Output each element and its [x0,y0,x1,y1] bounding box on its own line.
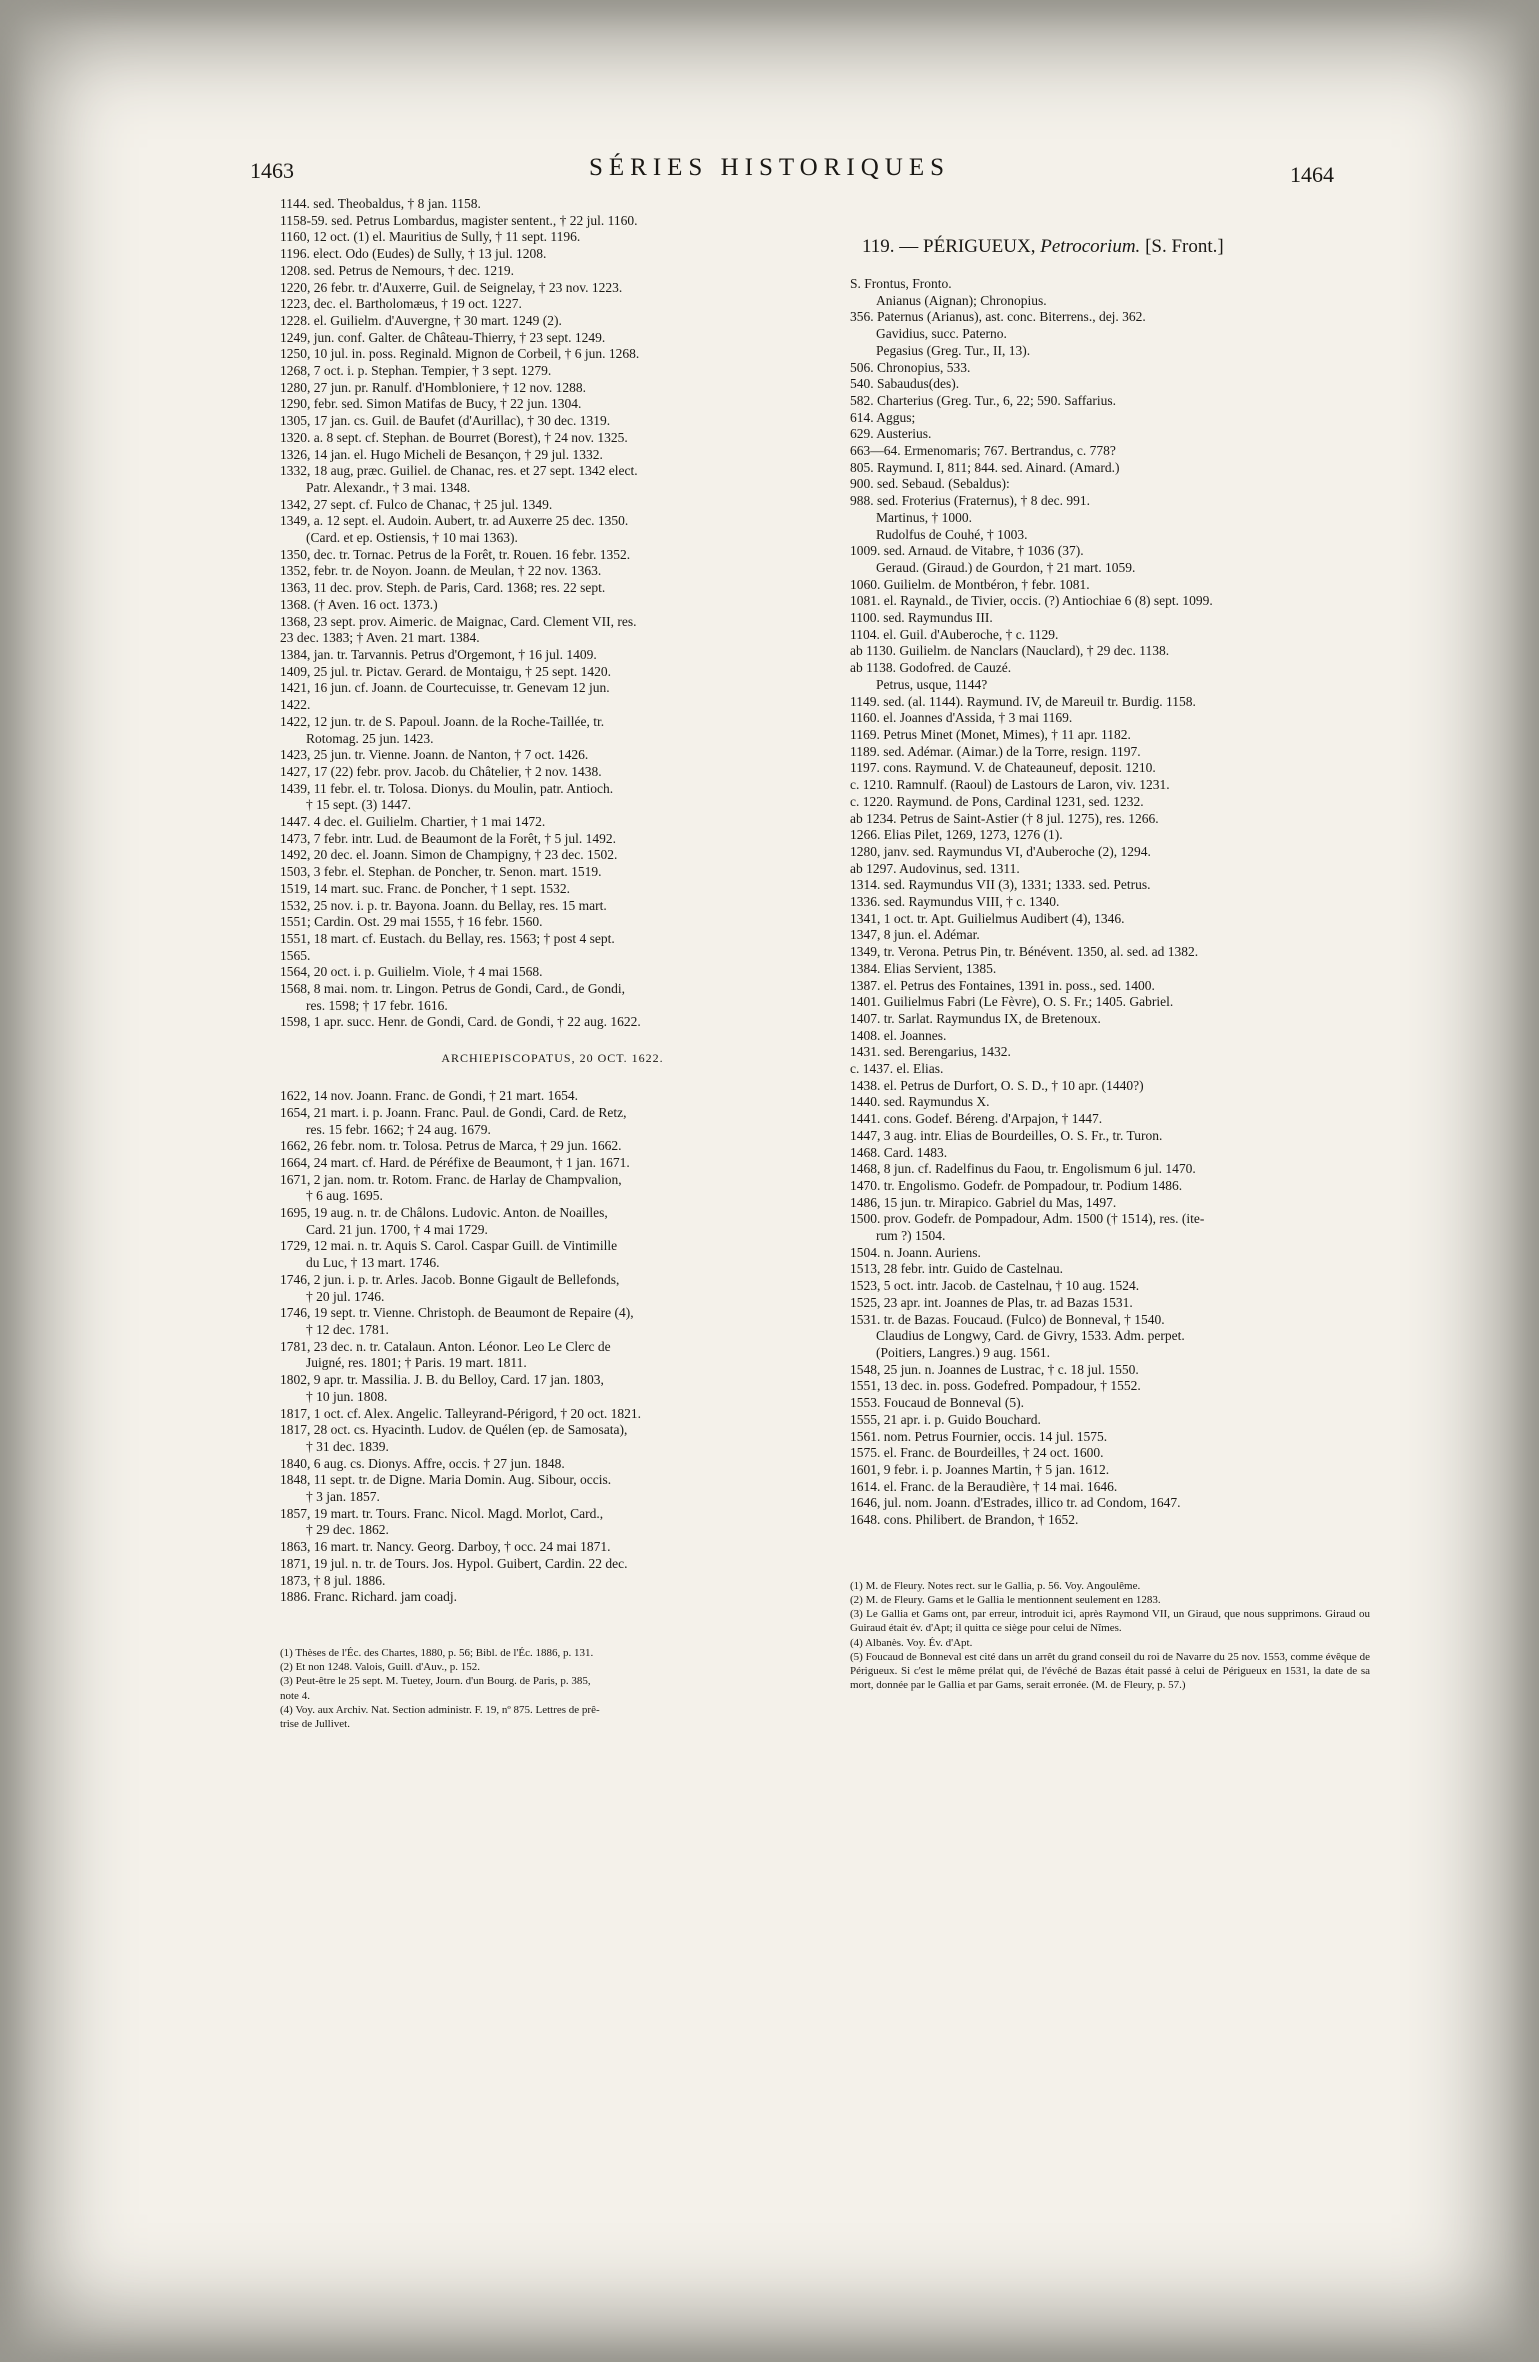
list-entry: 1160. el. Joannes d'Assida, † 3 mai 1169. [850,710,1073,726]
list-entry: 1189. sed. Adémar. (Aimar.) de la Torre, resign. 1197. [850,743,1141,759]
list-entry: 805. Raymund. I, 811; 844. sed. Ainard. (Amard.) [850,459,1120,475]
list-entry: Petrus, usque, 1144? [876,676,988,692]
list-entry: 1440. sed. Raymundus X. [850,1094,990,1110]
list-entry: 1407. tr. Sarlat. Raymundus IX, de Bretenoux. [850,1010,1101,1026]
list-entry: 1197. cons. Raymund. V. de Chateauneuf, deposit. 1210. [850,760,1156,776]
list-entry: 1280, 27 jun. pr. Ranulf. d'Hombloniere, † 12 nov. 1288. [280,379,587,395]
list-entry: 1220, 26 febr. tr. d'Auxerre, Guil. de Seignelay, † 23 nov. 1223. [280,279,623,295]
list-entry: 1817, 28 oct. cs. Hyacinth. Ludov. de Quélen (ep. de Samosata), [280,1422,628,1438]
list-entry: 1746, 19 sept. tr. Vienne. Christoph. de Beaumont de Repaire (4), [280,1305,634,1321]
right-footnotes [850,1579,1370,1693]
list-entry: 1871, 19 jul. n. tr. de Tours. Jos. Hypol. Guibert, Cardin. 22 dec. [280,1555,628,1571]
list-entry: 1439, 11 febr. el. tr. Tolosa. Dionys. du Moulin, patr. Antioch. [280,780,614,796]
list-entry: 1513, 28 febr. intr. Guido de Castelnau. [850,1261,1063,1277]
diocese-patron: [S. Front.] [1145,236,1224,257]
list-entry: 1614. el. Franc. de la Beraudière, † 14 mai. 1646. [850,1478,1118,1494]
perigueux-bishops-list [850,276,1370,1529]
list-entry: 1280, janv. sed. Raymundus VI, d'Auberoche (2), 1294. [850,843,1151,859]
list-entry: 1447. 4 dec. el. Guilielm. Chartier, † 1 mai 1472. [280,814,546,830]
list-entry: 1144. sed. Theobaldus, † 8 jan. 1158. [280,196,481,211]
list-entry: Card. 21 jun. 1700, † 4 mai 1729. [306,1221,488,1237]
list-entry: 988. sed. Froterius (Fraternus), † 8 dec. 991. [850,493,1090,509]
paris-bishops-list [280,196,825,1031]
list-entry: 1268, 7 oct. i. p. Stephan. Tempier, † 3 sept. 1279. [280,363,552,379]
right-column [850,236,1370,1692]
list-entry: res. 15 febr. 1662; † 24 aug. 1679. [306,1121,491,1137]
list-entry: 1840, 6 aug. cs. Dionys. Affre, occis. † 27 jun. 1848. [280,1455,565,1471]
list-entry: † 10 jun. 1808. [306,1388,388,1404]
list-entry: 900. sed. Sebaud. (Sebaldus): [850,476,1010,492]
list-entry: 1525, 23 apr. int. Joannes de Plas, tr. ad Bazas 1531. [850,1294,1133,1310]
list-entry: 614. Aggus; [850,409,916,425]
diocese-title [862,236,1370,258]
list-entry: † 29 dec. 1862. [306,1522,389,1538]
list-entry: 1671, 2 jan. nom. tr. Rotom. Franc. de Harlay de Champvalion, [280,1171,622,1187]
list-entry: 1564, 20 oct. i. p. Guilielm. Viole, † 4 mai 1568. [280,964,543,980]
list-entry: 629. Austerius. [850,426,932,442]
list-entry: 663—64. Ermenomaris; 767. Bertrandus, c. 778? [850,443,1116,459]
list-entry: 1100. sed. Raymundus III. [850,610,993,626]
list-entry: † 12 dec. 1781. [306,1322,389,1337]
paris-archbishops-list [280,1088,825,1606]
list-entry: (Card. et ep. Ostiensis, † 10 mai 1363). [306,530,518,546]
list-entry: † 31 dec. 1839. [306,1438,389,1454]
footnote: (4) Albanès. Voy. Év. d'Apt. [850,1636,973,1649]
list-entry: 1622, 14 nov. Joann. Franc. de Gondi, † 21 mart. 1654. [280,1088,578,1104]
list-entry: 1648. cons. Philibert. de Brandon, † 1652. [850,1512,1079,1528]
list-entry: 1208. sed. Petrus de Nemours, † dec. 1219. [280,262,514,278]
list-entry: † 20 jul. 1746. [306,1288,385,1304]
list-entry: 1228. el. Guilielm. d'Auvergne, † 30 mart. 1249 (2). [280,312,562,328]
list-entry: 1104. el. Guil. d'Auberoche, † c. 1129. [850,626,1059,642]
diocese-number: 119. — [862,236,919,257]
list-entry: c. 1210. Ramnulf. (Raoul) de Lastours de Laron, viv. 1231. [850,777,1170,793]
list-entry: 1422, 12 jun. tr. de S. Papoul. Joann. de la Roche-Taillée, tr. [280,713,605,729]
list-entry: 1422. [280,697,311,713]
list-entry: 1169. Petrus Minet (Monet, Mimes), † 11 apr. 1182. [850,726,1131,742]
list-entry: 1341, 1 oct. tr. Apt. Guilielmus Audibert (4), 1346. [850,910,1125,926]
list-entry: 1409, 25 jul. tr. Pictav. Gerard. de Montaigu, † 25 sept. 1420. [280,663,611,679]
list-entry: 1320. a. 8 sept. cf. Stephan. de Bourret (Borest), † 24 nov. 1325. [280,429,628,445]
list-entry: 1664, 24 mart. cf. Hard. de Péréfixe de Beaumont, † 1 jan. 1671. [280,1154,630,1170]
list-entry: Juigné, res. 1801; † Paris. 19 mart. 1811. [306,1355,527,1371]
list-entry: † 15 sept. (3) 1447. [306,797,411,813]
list-entry: 1553. Foucaud de Bonneval (5). [850,1395,1024,1411]
list-entry: 1486, 15 jun. tr. Mirapico. Gabriel du Mas, 1497. [850,1194,1117,1210]
footnote: (3) Le Gallia et Gams ont, par erreur, introduit ici, après Raymond VII, un Giraud, que nous supprimons. Giraud ou Guiraud était év. d'Apt; il quitta ce siège pour celui de Nîmes. [850,1608,1370,1635]
list-entry: 1662, 26 febr. nom. tr. Tolosa. Petrus de Marca, † 29 jun. 1662. [280,1138,622,1154]
list-entry: 1349, a. 12 sept. el. Audoin. Aubert, tr. ad Auxerre 25 dec. 1350. [280,513,629,529]
list-entry: (Poitiers, Langres.) 9 aug. 1561. [876,1345,1050,1360]
footnote: trise de Jullivet. [280,1717,350,1730]
list-entry: Rotomag. 25 jun. 1423. [306,730,434,746]
list-entry: 1421, 16 jun. cf. Joann. de Courtecuisse, tr. Genevam 12 jun. [280,680,610,696]
list-entry: 1249, jun. conf. Galter. de Château-Thierry, † 23 sept. 1249. [280,329,606,345]
list-entry: 1060. Guilielm. de Montbéron, † febr. 1081. [850,576,1090,592]
footnote: (1) M. de Fleury. Notes rect. sur le Gallia, p. 56. Voy. Angoulême. [850,1579,1141,1592]
list-entry: Rudolfus de Couhé, † 1003. [876,526,1028,542]
list-entry: ab 1297. Audovinus, sed. 1311. [850,860,1020,876]
list-entry: 1427, 17 (22) febr. prov. Jacob. du Châtelier, † 2 nov. 1438. [280,763,602,779]
list-entry: du Luc, † 13 mart. 1746. [306,1255,440,1271]
list-entry: 1336. sed. Raymundus VIII, † c. 1340. [850,894,1060,910]
list-entry: 1196. elect. Odo (Eudes) de Sully, † 13 jul. 1208. [280,246,547,262]
list-entry: 1314. sed. Raymundus VII (3), 1331; 1333. sed. Petrus. [850,877,1151,893]
list-entry: † 6 aug. 1695. [306,1188,383,1204]
list-entry: 1266. Elias Pilet, 1269, 1273, 1276 (1). [850,827,1063,843]
list-entry: 1290, febr. sed. Simon Matifas de Bucy, † 22 jun. 1304. [280,396,582,412]
footnote: note 4. [280,1689,310,1702]
list-entry: 1009. sed. Arnaud. de Vitabre, † 1036 (37). [850,543,1084,559]
list-entry: 1646, jul. nom. Joann. d'Estrades, illico tr. ad Condom, 1647. [850,1495,1181,1511]
list-entry: 1384, jan. tr. Tarvannis. Petrus d'Orgemont, † 16 jul. 1409. [280,646,597,662]
list-entry: 1746, 2 jun. i. p. tr. Arles. Jacob. Bonne Gigault de Bellefonds, [280,1271,620,1287]
list-entry: 1368, 23 sept. prov. Aimeric. de Maignac, Card. Clement VII, res. [280,613,637,629]
list-entry: 1548, 25 jun. n. Joannes de Lustrac, † c. 18 jul. 1550. [850,1361,1139,1377]
list-entry: 1503, 3 febr. el. Stephan. de Poncher, tr. Senon. mart. 1519. [280,864,602,880]
page-number-right: 1464 [1290,162,1334,187]
list-entry: † 3 jan. 1857. [306,1489,380,1505]
list-entry: c. 1437. el. Elias. [850,1061,944,1077]
list-entry: 1886. Franc. Richard. jam coadj. [280,1589,457,1605]
list-entry: Martinus, † 1000. [876,509,972,525]
list-entry: 1848, 11 sept. tr. de Digne. Maria Domin. Aug. Sibour, occis. [280,1472,612,1488]
footnote: (5) Foucaud de Bonneval est cité dans un arrêt du grand conseil du roi de Navarre du 25 nov. 1553, comme évêque de Périgueux. Si c'est le même prélat qui, de l'évêché de Bazas était passé à celui de Périgueux en 1531, la date de sa mort, donnée par le Gallia et par Gams, serait erronée. (M. de Fleury, p. 57.) [850,1650,1370,1692]
list-entry: 1305, 17 jan. cs. Guil. de Baufet (d'Aurillac), † 30 dec. 1319. [280,413,611,429]
list-entry: 1326, 14 jan. el. Hugo Micheli de Besançon, † 29 jul. 1332. [280,446,603,462]
list-entry: Patr. Alexandr., † 3 mai. 1348. [306,479,471,495]
footnote: (3) Peut-être le 25 sept. M. Tuetey, Journ. d'un Bourg. de Paris, p. 385, [280,1675,591,1688]
list-entry: 1250, 10 jul. in. poss. Reginald. Mignon de Corbeil, † 6 jun. 1268. [280,346,640,362]
left-column [280,196,825,1731]
list-entry: 1431. sed. Berengarius, 1432. [850,1044,1011,1060]
list-entry: 1654, 21 mart. i. p. Joann. Franc. Paul. de Gondi, Card. de Retz, [280,1104,627,1120]
list-entry: ab 1138. Godofred. de Cauzé. [850,660,1012,676]
list-entry: S. Frontus, Fronto. [850,276,952,291]
list-entry: 1519, 14 mart. suc. Franc. de Poncher, † 1 sept. 1532. [280,880,571,896]
list-entry: ab 1130. Guilielm. de Nanclars (Nauclard), † 29 dec. 1138. [850,643,1170,659]
footnote: (2) Et non 1248. Valois, Guill. d'Auv., p. 152. [280,1661,480,1674]
list-entry: 1342, 27 sept. cf. Fulco de Chanac, † 25 jul. 1349. [280,496,553,512]
list-entry: res. 1598; † 17 febr. 1616. [306,997,448,1013]
list-entry: 1438. el. Petrus de Durfort, O. S. D., † 10 apr. (1440?) [850,1077,1144,1093]
list-entry: 1863, 16 mart. tr. Nancy. Georg. Darboy, † occ. 24 mai 1871. [280,1539,611,1555]
footnote: (4) Voy. aux Archiv. Nat. Section administr. F. 19, nº 875. Lettres de prê- [280,1703,600,1716]
running-title: SÉRIES HISTORIQUES [588,154,951,181]
list-entry: Anianus (Aignan); Chronopius. [876,292,1047,308]
section-heading-archiepiscopatus: ARCHIEPISCOPATUS, 20 OCT. 1622. [441,1051,664,1066]
list-entry: 1504. n. Joann. Auriens. [850,1244,981,1260]
list-entry: 1551; Cardin. Ost. 29 mai 1555, † 16 febr. 1560. [280,914,543,930]
list-entry: 1523, 5 oct. intr. Jacob. de Castelnau, † 10 aug. 1524. [850,1278,1140,1294]
diocese-name: PÉRIGUEUX, [923,236,1036,257]
list-entry: 1387. el. Petrus des Fontaines, 1391 in. poss., sed. 1400. [850,977,1155,993]
list-entry: 1551, 18 mart. cf. Eustach. du Bellay, res. 1563; † post 4 sept. [280,930,615,946]
list-entry: 1532, 25 nov. i. p. tr. Bayona. Joann. du Bellay, res. 15 mart. [280,897,607,913]
page-header [0,148,1539,188]
page-number-left: 1463 [250,158,294,183]
list-entry: 356. Paternus (Arianus), ast. conc. Biterrens., dej. 362. [850,309,1146,325]
list-entry: 1149. sed. (al. 1144). Raymund. IV, de Mareuil tr. Burdig. 1158. [850,693,1196,709]
list-entry: 1368. († Aven. 16 oct. 1373.) [280,596,438,612]
list-entry: 506. Chronopius, 533. [850,359,971,375]
list-entry: 1423, 25 jun. tr. Vienne. Joann. de Nanton, † 7 oct. 1426. [280,747,589,763]
list-entry: 1468, 8 jun. cf. Radelfinus du Faou, tr. Engolismum 6 jul. 1470. [850,1161,1196,1177]
list-entry: 1561. nom. Petrus Fournier, occis. 14 jul. 1575. [850,1428,1108,1444]
list-entry: 1332, 18 aug, præc. Guiliel. de Chanac, res. et 27 sept. 1342 elect. [280,463,638,479]
footnote: (1) Thèses de l'Éc. des Chartes, 1880, p. 56; Bibl. de l'Éc. 1886, p. 131. [280,1646,594,1659]
list-entry: 1081. el. Raynald., de Tivier, occis. (?) Antiochiae 6 (8) sept. 1099. [850,593,1213,609]
list-entry: 1492, 20 dec. el. Joann. Simon de Champigny, † 23 dec. 1502. [280,847,618,863]
list-entry: Gavidius, succ. Paterno. [876,326,1007,342]
list-entry: 1695, 19 aug. n. tr. de Châlons. Ludovic. Anton. de Noailles, [280,1205,608,1221]
list-entry: 1223, dec. el. Bartholomæus, † 19 oct. 1227. [280,296,522,312]
list-entry: Geraud. (Giraud.) de Gourdon, † 21 mart. 1059. [876,559,1136,575]
list-entry: 1160, 12 oct. (1) el. Mauritius de Sully, † 11 sept. 1196. [280,229,581,245]
list-entry: ab 1234. Petrus de Saint-Astier († 8 jul. 1275), res. 1266. [850,810,1159,826]
list-entry: 1531. tr. de Bazas. Foucaud. (Fulco) de Bonneval, † 1540. [850,1311,1165,1327]
list-entry: c. 1220. Raymund. de Pons, Cardinal 1231, sed. 1232. [850,793,1144,809]
list-entry: 1441. cons. Godef. Béreng. d'Arpajon, † 1447. [850,1111,1103,1127]
list-entry: rum ?) 1504. [876,1228,946,1244]
list-entry: 1601, 9 febr. i. p. Joannes Martin, † 5 jan. 1612. [850,1461,1110,1477]
footnote: (2) M. de Fleury. Gams et le Gallia le mentionnent seulement en 1283. [850,1593,1161,1606]
list-entry: 1873, † 8 jul. 1886. [280,1572,386,1588]
list-entry: 1555, 21 apr. i. p. Guido Bouchard. [850,1411,1041,1427]
list-entry: 1408. el. Joannes. [850,1027,947,1043]
list-entry: 1729, 12 mai. n. tr. Aquis S. Carol. Caspar Guill. de Vintimille [280,1238,618,1254]
list-entry: 1565. [280,947,311,963]
list-entry: 1857, 19 mart. tr. Tours. Franc. Nicol. Magd. Morlot, Card., [280,1505,604,1521]
list-entry: 1470. tr. Engolismo. Godefr. de Pompadour, tr. Podium 1486. [850,1177,1183,1193]
list-entry: 1575. el. Franc. de Bourdeilles, † 24 oct. 1600. [850,1445,1104,1461]
list-entry: 1447, 3 aug. intr. Elias de Bourdeilles, O. S. Fr., tr. Turon. [850,1127,1163,1143]
list-entry: 1781, 23 dec. n. tr. Catalaun. Anton. Léonor. Leo Le Clerc de [280,1338,611,1354]
list-entry: 1352, febr. tr. de Noyon. Joann. de Meulan, † 22 nov. 1363. [280,563,602,579]
list-entry: Claudius de Longwy, Card. de Givry, 1533. Adm. perpet. [876,1328,1185,1344]
list-entry: 1350, dec. tr. Tornac. Petrus de la Forêt, tr. Rouen. 16 febr. 1352. [280,546,631,562]
list-entry: 1158-59. sed. Petrus Lombardus, magister sentent., † 22 jul. 1160. [280,212,638,228]
list-entry: 1468. Card. 1483. [850,1144,948,1160]
left-footnotes [280,1646,825,1731]
list-entry: 1349, tr. Verona. Petrus Pin, tr. Bénévent. 1350, al. sed. ad 1382. [850,944,1199,960]
diocese-latin-name: Petrocorium. [1040,236,1141,257]
list-entry: 540. Sabaudus(des). [850,376,960,392]
list-entry: 1551, 13 dec. in. poss. Godefred. Pompadour, † 1552. [850,1378,1141,1394]
list-entry: 1473, 7 febr. intr. Lud. de Beaumont de la Forêt, † 5 jul. 1492. [280,830,616,846]
list-entry: 1401. Guilielmus Fabri (Le Fèvre), O. S. Fr.; 1405. Gabriel. [850,994,1174,1010]
list-entry: 1598, 1 apr. succ. Henr. de Gondi, Card. de Gondi, † 22 aug. 1622. [280,1014,641,1030]
list-entry: 1500. prov. Godefr. de Pompadour, Adm. 1500 († 1514), res. (ite- [850,1211,1205,1227]
list-entry: 1384. Elias Servient, 1385. [850,960,997,976]
list-entry: 1347, 8 jun. el. Adémar. [850,927,980,943]
list-entry: 1568, 8 mai. nom. tr. Lingon. Petrus de Gondi, Card., de Gondi, [280,981,625,997]
list-entry: 1802, 9 apr. tr. Massilia. J. B. du Belloy, Card. 17 jan. 1803, [280,1372,604,1388]
list-entry: 1817, 1 oct. cf. Alex. Angelic. Talleyrand-Périgord, † 20 oct. 1821. [280,1405,641,1421]
list-entry: Pegasius (Greg. Tur., II, 13). [876,342,1031,358]
list-entry: 23 dec. 1383; † Aven. 21 mart. 1384. [280,630,480,646]
list-entry: 582. Charterius (Greg. Tur., 6, 22; 590. Saffarius. [850,392,1116,408]
list-entry: 1363, 11 dec. prov. Steph. de Paris, Card. 1368; res. 22 sept. [280,580,606,596]
